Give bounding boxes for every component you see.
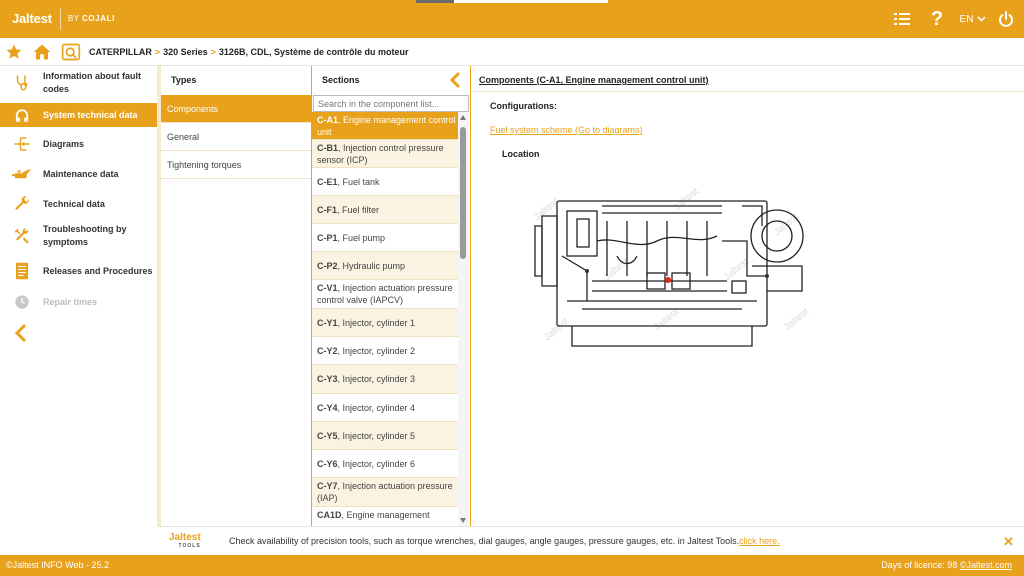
list-item[interactable]	[312, 309, 458, 337]
type-item-tightening-torques[interactable]: Tightening torques	[161, 151, 311, 179]
close-icon[interactable]: ✕	[1003, 534, 1014, 549]
sidebar-item-system-technical-data[interactable]	[0, 103, 157, 127]
tools-info-text: Check availability of precision tools, such as torque wrenches, dial gauges, angle gauges, pressure gauges, etc. in Jaltest Tools.	[229, 536, 740, 546]
svg-text:Jaltest: Jaltest	[651, 306, 682, 334]
power-icon[interactable]	[996, 8, 1016, 30]
sidebar-item-label: Technical data	[43, 198, 105, 209]
component-code: C-P2	[317, 260, 338, 271]
list-item[interactable]	[312, 280, 458, 309]
list-item[interactable]	[312, 196, 458, 224]
breadcrumb-separator: >	[154, 47, 161, 57]
content-divider	[472, 91, 1024, 92]
component-name: , Engine management control unit	[317, 114, 456, 137]
clock-icon	[12, 292, 32, 312]
component-name: , Fuel filter	[337, 204, 380, 215]
engine-location-figure[interactable]	[527, 181, 827, 361]
jaltest-site-link[interactable]: ©Jaltest.com	[959, 560, 1012, 570]
breadcrumb-separator: >	[210, 47, 216, 57]
breadcrumb-bar	[0, 38, 1024, 66]
list-item-text	[317, 402, 415, 414]
sidebar	[0, 66, 157, 555]
sidebar-item-label: Troubleshooting by symptoms	[43, 224, 127, 247]
list-item[interactable]	[312, 252, 458, 280]
main-panel	[157, 66, 1024, 526]
svg-text:Jaltest: Jaltest	[721, 256, 752, 284]
component-name: , Injector, cylinder 4	[337, 402, 416, 413]
watermark-icon	[532, 186, 811, 343]
wrench-icon	[12, 194, 32, 214]
chevron-down-icon	[977, 16, 986, 22]
tools-info-message	[229, 536, 780, 546]
component-name: , Fuel tank	[337, 176, 380, 187]
tools-logo-text: Jaltest	[169, 532, 201, 543]
scroll-up-arrow-icon[interactable]	[460, 115, 466, 120]
byline-prefix: BY	[68, 14, 80, 23]
component-name: , Fuel pump	[337, 232, 386, 243]
list-item-text	[317, 260, 405, 272]
window-tab-indicator	[416, 0, 608, 3]
list-item[interactable]	[312, 478, 458, 507]
component-code: C-V1	[317, 283, 338, 293]
section-list	[312, 112, 458, 526]
component-code: C-Y3	[317, 374, 338, 384]
svg-text:Jaltest: Jaltest	[541, 316, 572, 344]
list-item-text	[317, 204, 379, 216]
list-item-text	[317, 430, 415, 442]
type-item-components[interactable]: Components	[161, 95, 311, 123]
component-code: C-Y4	[317, 402, 338, 413]
svg-text:Jaltest: Jaltest	[601, 256, 632, 284]
list-item-text	[317, 373, 415, 385]
sidebar-item-maintenance-data[interactable]	[0, 162, 157, 186]
collapse-sections-chevron-icon[interactable]	[449, 72, 461, 88]
svg-text:Jaltest: Jaltest	[671, 186, 702, 214]
list-item-text	[317, 142, 458, 166]
list-item-text	[317, 232, 385, 244]
svg-text:Jaltest: Jaltest	[531, 196, 562, 224]
star-icon[interactable]	[4, 42, 24, 62]
sidebar-item-label: Information about fault codes	[43, 71, 141, 94]
diagram-icon	[12, 134, 32, 154]
component-name: , Injector, cylinder 2	[337, 345, 416, 356]
component-code: C-Y1	[317, 317, 338, 328]
footer	[0, 555, 1024, 576]
component-name: , Injection actuation pressure control valve (IAPCV)	[317, 283, 453, 305]
list-item-text	[317, 114, 458, 138]
configurations-label: Configurations:	[490, 101, 557, 111]
component-name: , Injector, cylinder 6	[337, 458, 416, 469]
collapse-sidebar-chevron-icon[interactable]	[14, 324, 28, 342]
component-name: , Engine management	[341, 510, 430, 520]
content-title: Components (C-A1, Engine management control unit)	[479, 75, 709, 85]
troubleshoot-tools-icon	[12, 226, 32, 246]
sidebar-item-repair-times	[0, 292, 157, 312]
list-item-text	[317, 282, 458, 306]
list-item[interactable]	[312, 337, 458, 365]
vehicle-search-icon[interactable]	[61, 42, 81, 62]
component-code: C-A1	[317, 114, 339, 125]
go-to-diagrams-link[interactable]: Fuel system scheme (Go to diagrams)	[490, 125, 643, 135]
type-item-general[interactable]: General	[161, 123, 311, 151]
sidebar-item-label: System technical data	[43, 109, 138, 120]
footer-copyright: ©Jaltest INFO Web - 25.2	[6, 560, 109, 570]
list-item[interactable]	[312, 422, 458, 450]
location-marker	[665, 277, 671, 283]
jaltest-tools-logo	[169, 533, 201, 551]
breadcrumb-make[interactable]: CATERPILLAR	[89, 47, 152, 57]
component-name: , Injection actuation pressure (IAP)	[317, 481, 453, 503]
list-item-text	[317, 345, 415, 357]
column-divider	[470, 66, 471, 526]
oil-can-icon	[12, 164, 32, 184]
section-list-scrollbar[interactable]	[458, 112, 469, 526]
logo-divider	[60, 8, 61, 30]
sidebar-item-label: Releases and Procedures	[43, 265, 153, 276]
byline-brand: COJALI	[81, 14, 115, 23]
sidebar-item-diagrams[interactable]	[0, 132, 157, 156]
list-item[interactable]	[312, 365, 458, 394]
component-name: , Injector, cylinder 1	[337, 317, 416, 328]
component-code: C-F1	[317, 204, 337, 215]
component-code: C-Y6	[317, 458, 338, 469]
list-item[interactable]	[312, 394, 458, 422]
list-item-text	[317, 480, 458, 504]
list-item-text	[317, 509, 430, 521]
list-item[interactable]	[312, 140, 458, 168]
component-code: C-E1	[317, 176, 338, 187]
list-item[interactable]	[312, 112, 458, 140]
component-name: , Injection control pressure sensor (ICP)	[317, 142, 444, 165]
licence-days: Days of licence: 98	[881, 560, 958, 570]
breadcrumb-system: 3126B, CDL, Système de contrôle du moteur	[218, 47, 409, 57]
component-code: C-Y5	[317, 430, 338, 441]
help-icon[interactable]: ?	[930, 7, 944, 30]
component-code: C-P1	[317, 232, 338, 243]
list-item-text	[317, 458, 415, 470]
component-code: C-B1	[317, 142, 339, 153]
component-code: C-Y7	[317, 481, 338, 491]
sections-header: Sections	[322, 75, 360, 85]
sidebar-item-label: Repair times	[43, 296, 98, 307]
component-name: , Injector, cylinder 5	[337, 430, 416, 441]
tools-logo-sub: TOOLS	[178, 543, 201, 549]
jaltest-logo: Jaltest	[12, 11, 52, 26]
top-bar	[0, 0, 1024, 38]
footer-licence	[881, 560, 1012, 570]
list-item-text	[317, 176, 380, 188]
stethoscope-icon	[12, 73, 32, 93]
document-list-icon	[12, 261, 32, 281]
click-here-link[interactable]: click here.	[739, 536, 780, 546]
types-header: Types	[171, 75, 197, 85]
language-selector[interactable]	[958, 8, 988, 30]
home-icon[interactable]	[32, 42, 52, 62]
svg-text:Jaltest: Jaltest	[781, 306, 812, 334]
horseshoe-magnet-icon	[12, 105, 32, 125]
sidebar-item-label: Diagrams	[43, 138, 85, 149]
scrollbar-thumb[interactable]	[460, 127, 466, 259]
sidebar-item-releases-procedures[interactable]	[0, 256, 157, 286]
component-name: , Hydraulic pump	[337, 260, 406, 271]
svg-text:Jaltest: Jaltest	[771, 211, 802, 239]
list-item[interactable]	[312, 507, 458, 526]
byline	[68, 14, 115, 23]
sidebar-item-fault-codes[interactable]	[0, 66, 157, 100]
list-item[interactable]	[312, 450, 458, 478]
list-icon[interactable]	[892, 8, 912, 30]
breadcrumb-series[interactable]: 320 Series	[163, 47, 208, 57]
sidebar-item-troubleshooting[interactable]	[0, 221, 157, 251]
component-code: C-Y2	[317, 345, 338, 356]
scroll-down-arrow-icon[interactable]	[460, 518, 466, 523]
component-name: , Injector, cylinder 3	[337, 374, 416, 384]
list-item[interactable]	[312, 168, 458, 196]
tools-info-bar	[157, 526, 1024, 555]
sidebar-item-technical-data[interactable]	[0, 192, 157, 216]
list-item-text	[317, 317, 415, 329]
breadcrumb	[89, 47, 408, 57]
component-code: CA1D	[317, 510, 342, 520]
component-search-input[interactable]	[313, 95, 469, 112]
sidebar-item-label: Maintenance data	[43, 168, 119, 179]
list-item[interactable]	[312, 224, 458, 252]
language-label: EN	[959, 13, 974, 25]
location-label: Location	[502, 149, 540, 159]
